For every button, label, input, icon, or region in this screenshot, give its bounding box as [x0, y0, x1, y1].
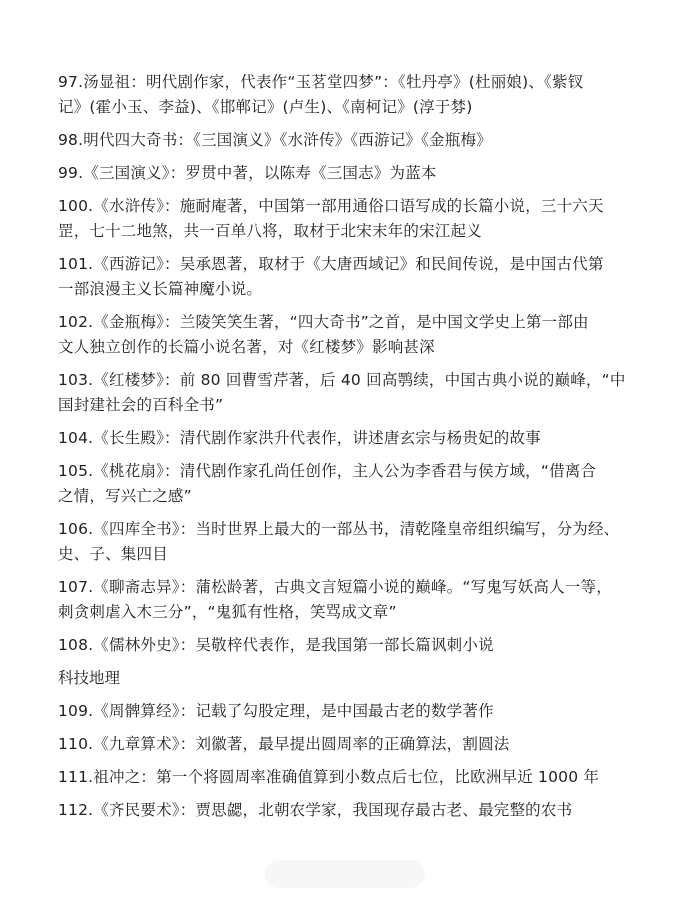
entry-line: 99.《三国演义》：罗贯中著，以陈寿《三国志》为蓝本: [58, 164, 437, 182]
entry-line: 97.汤显祖：明代剧作家，代表作“玉茗堂四梦”：《牡丹亭》(杜丽娘)、《紫钗: [58, 73, 584, 91]
entry-line: 史、子、集四目: [58, 545, 168, 563]
entry-line: 罡，七十二地煞，共一百单八将，取材于北宋末年的宋江起义: [58, 222, 482, 240]
entry-100: [58, 194, 648, 244]
entry-line: 106.《四库全书》：当时世界上最大的一部丛书，清乾隆皇帝组织编写，分为经、: [58, 520, 620, 538]
entry-line: 109.《周髀算经》：记载了勾股定理，是中国最古老的数学著作: [58, 702, 494, 720]
entry-line: 101.《西游记》：吴承恩著，取材于《大唐西域记》和民间传说，是中国古代第: [58, 255, 604, 273]
entry-line: 100.《水浒传》：施耐庵著，中国第一部用通俗口语写成的长篇小说，三十六天: [58, 197, 604, 215]
entry-line: 111.祖冲之：第一个将圆周率准确值算到小数点后七位，比欧洲早近 1000 年: [58, 768, 600, 786]
entry-line: 103.《红楼梦》：前 80 回曹雪芹著，后 40 回高鹗续，中国古典小说的巅峰，“中: [58, 371, 626, 389]
entry-line: 110.《九章算术》：刘徽著，最早提出圆周率的正确算法，割圆法: [58, 735, 510, 753]
entry-102: [58, 310, 648, 360]
entry-101: [58, 252, 648, 302]
entry-line: 98.明代四大奇书：《三国演义》《水浒传》《西游记》《金瓶梅》: [58, 131, 492, 149]
entry-line: 105.《桃花扇》：清代剧作家孔尚任创作，主人公为李香君与侯方域，“借离合: [58, 462, 597, 480]
watermark-shape: [265, 860, 425, 888]
entry-99: [58, 161, 648, 186]
entry-line: 记》(霍小玉、李益)、《邯郸记》(卢生)、《南柯记》(淳于棼): [58, 98, 473, 116]
entry-110: [58, 732, 648, 757]
entry-line: 文人独立创作的长篇小说名著，对《红楼梦》影响甚深: [58, 338, 435, 356]
entry-line: 104.《长生殿》：清代剧作家洪升代表作，讲述唐玄宗与杨贵妃的故事: [58, 429, 541, 447]
entry-107: [58, 575, 648, 625]
entry-106: [58, 517, 648, 567]
entry-line: 102.《金瓶梅》：兰陵笑笑生著，“四大奇书”之首，是中国文学史上第一部由: [58, 313, 589, 331]
entry-line: 112.《齐民要术》：贾思勰，北朝农学家，我国现存最古老、最完整的农书: [58, 801, 573, 819]
document-body: [58, 70, 648, 831]
entry-line: 一部浪漫主义长篇神魔小说。: [58, 280, 263, 298]
entry-103: [58, 368, 648, 418]
entry-109: [58, 699, 648, 724]
entry-line: 之情，写兴亡之感”: [58, 487, 192, 505]
entry-112: [58, 798, 648, 823]
entry-111: [58, 765, 648, 790]
entry-97: [58, 70, 648, 120]
entry-104: [58, 426, 648, 451]
section-title: 科技地理: [58, 669, 121, 687]
entry-line: 国封建社会的百科全书”: [58, 396, 224, 414]
entry-line: 108.《儒林外史》：吴敬梓代表作，是我国第一部长篇讽刺小说: [58, 636, 494, 654]
entry-line: 刺贪刺虐入木三分”，“鬼狐有性格，笑骂成文章”: [58, 603, 397, 621]
entry-line: 107.《聊斋志异》：蒲松龄著，古典文言短篇小说的巅峰。“写鬼写妖高人一等，: [58, 578, 612, 596]
entry-98: [58, 128, 648, 153]
entry-108: [58, 633, 648, 658]
entry-105: [58, 459, 648, 509]
